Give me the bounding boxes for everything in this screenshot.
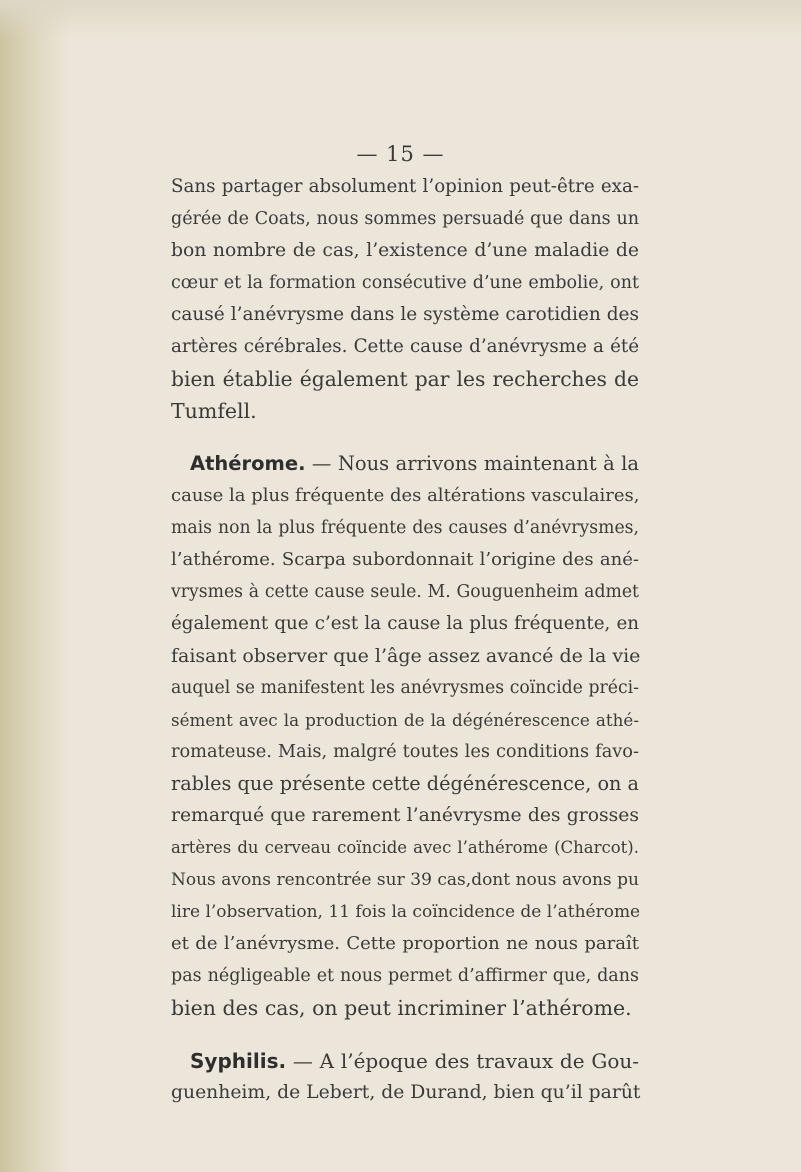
section-heading-syphilis: Syphilis.	[190, 1049, 287, 1073]
paragraph-3-first-line	[190, 1046, 639, 1076]
paragraph-2-line-2: cause la plus fréquente des altérations vasculaires,	[171, 485, 640, 506]
paragraph-2-line-5: vrysmes à cette cause seule. M. Gouguenheim admet	[171, 582, 639, 602]
paragraph-2-line-17: pas négligeable et nous permet d’affirmer que, dans	[171, 966, 639, 986]
paragraph-2-line-11: rables que présente cette dégénérescence, on a	[171, 772, 640, 795]
paragraph-1-line-3: bon nombre de cas, l’existence d’une maladie de	[171, 240, 639, 261]
paragraph-1-line-1: Sans partager absolument l’opinion peut-être exa-	[171, 176, 639, 197]
paragraph-2-line-4: l’athérome. Scarpa subordonnait l’origine des ané-	[171, 549, 639, 570]
paragraph-1-line-7: bien établie également par les recherches de	[171, 367, 639, 391]
paragraph-2-line-18: bien des cas, on peut incriminer l’athérome.	[171, 996, 632, 1020]
paragraph-2-line-6: également que c’est la cause la plus fréquente, en	[171, 613, 639, 634]
paragraph-2-line-13: artères du cerveau coïncide avec l’athérome (Charcot).	[171, 838, 639, 857]
paragraph-3-line-2: guenheim, de Lebert, de Durand, bien qu’il parût	[171, 1082, 641, 1103]
paragraph-3-line-1: — A l’époque des travaux de Gou-	[286, 1049, 639, 1073]
section-heading-atherome: Athérome.	[190, 452, 306, 475]
paragraph-2-line-1: — Nous arrivons maintenant à la	[305, 452, 639, 475]
paragraph-1-line-8: Tumfell.	[171, 399, 257, 423]
paragraph-2-line-8: auquel se manifestent les anévrysmes coïncide préci-	[171, 678, 639, 698]
paragraph-2-line-14: Nous avons rencontrée sur 39 cas,dont nous avons pu	[171, 870, 639, 890]
paragraph-1-line-4: cœur et la formation consécutive d’une embolie, ont	[171, 273, 639, 293]
paragraph-2-first-line	[190, 449, 639, 479]
paragraph-2-line-7: faisant observer que l’âge assez avancé de la vie	[171, 645, 641, 667]
paragraph-2-line-3: mais non la plus fréquente des causes d’anévrysmes,	[171, 518, 639, 538]
paragraph-1-line-5: causé l’anévrysme dans le système carotidien des	[171, 304, 639, 325]
page-number: — 15 —	[356, 142, 445, 166]
paragraph-1-line-2: gérée de Coats, nous sommes persuadé que dans un	[171, 209, 639, 229]
paragraph-2-line-15: lire l’observation, 11 fois la coïncidence de l’athérome	[171, 902, 641, 922]
paragraph-2-line-16: et de l’anévrysme. Cette proportion ne nous paraît	[171, 933, 639, 954]
paragraph-1-line-6: artères cérébrales. Cette cause d’anévrysme a été	[171, 336, 639, 357]
paragraph-2-line-12: remarqué que rarement l’anévrysme des grosses	[171, 805, 639, 826]
paragraph-2-line-10: romateuse. Mais, malgré toutes les conditions favo-	[171, 742, 639, 762]
paragraph-2-line-9: sément avec la production de la dégénérescence athé-	[171, 710, 639, 730]
